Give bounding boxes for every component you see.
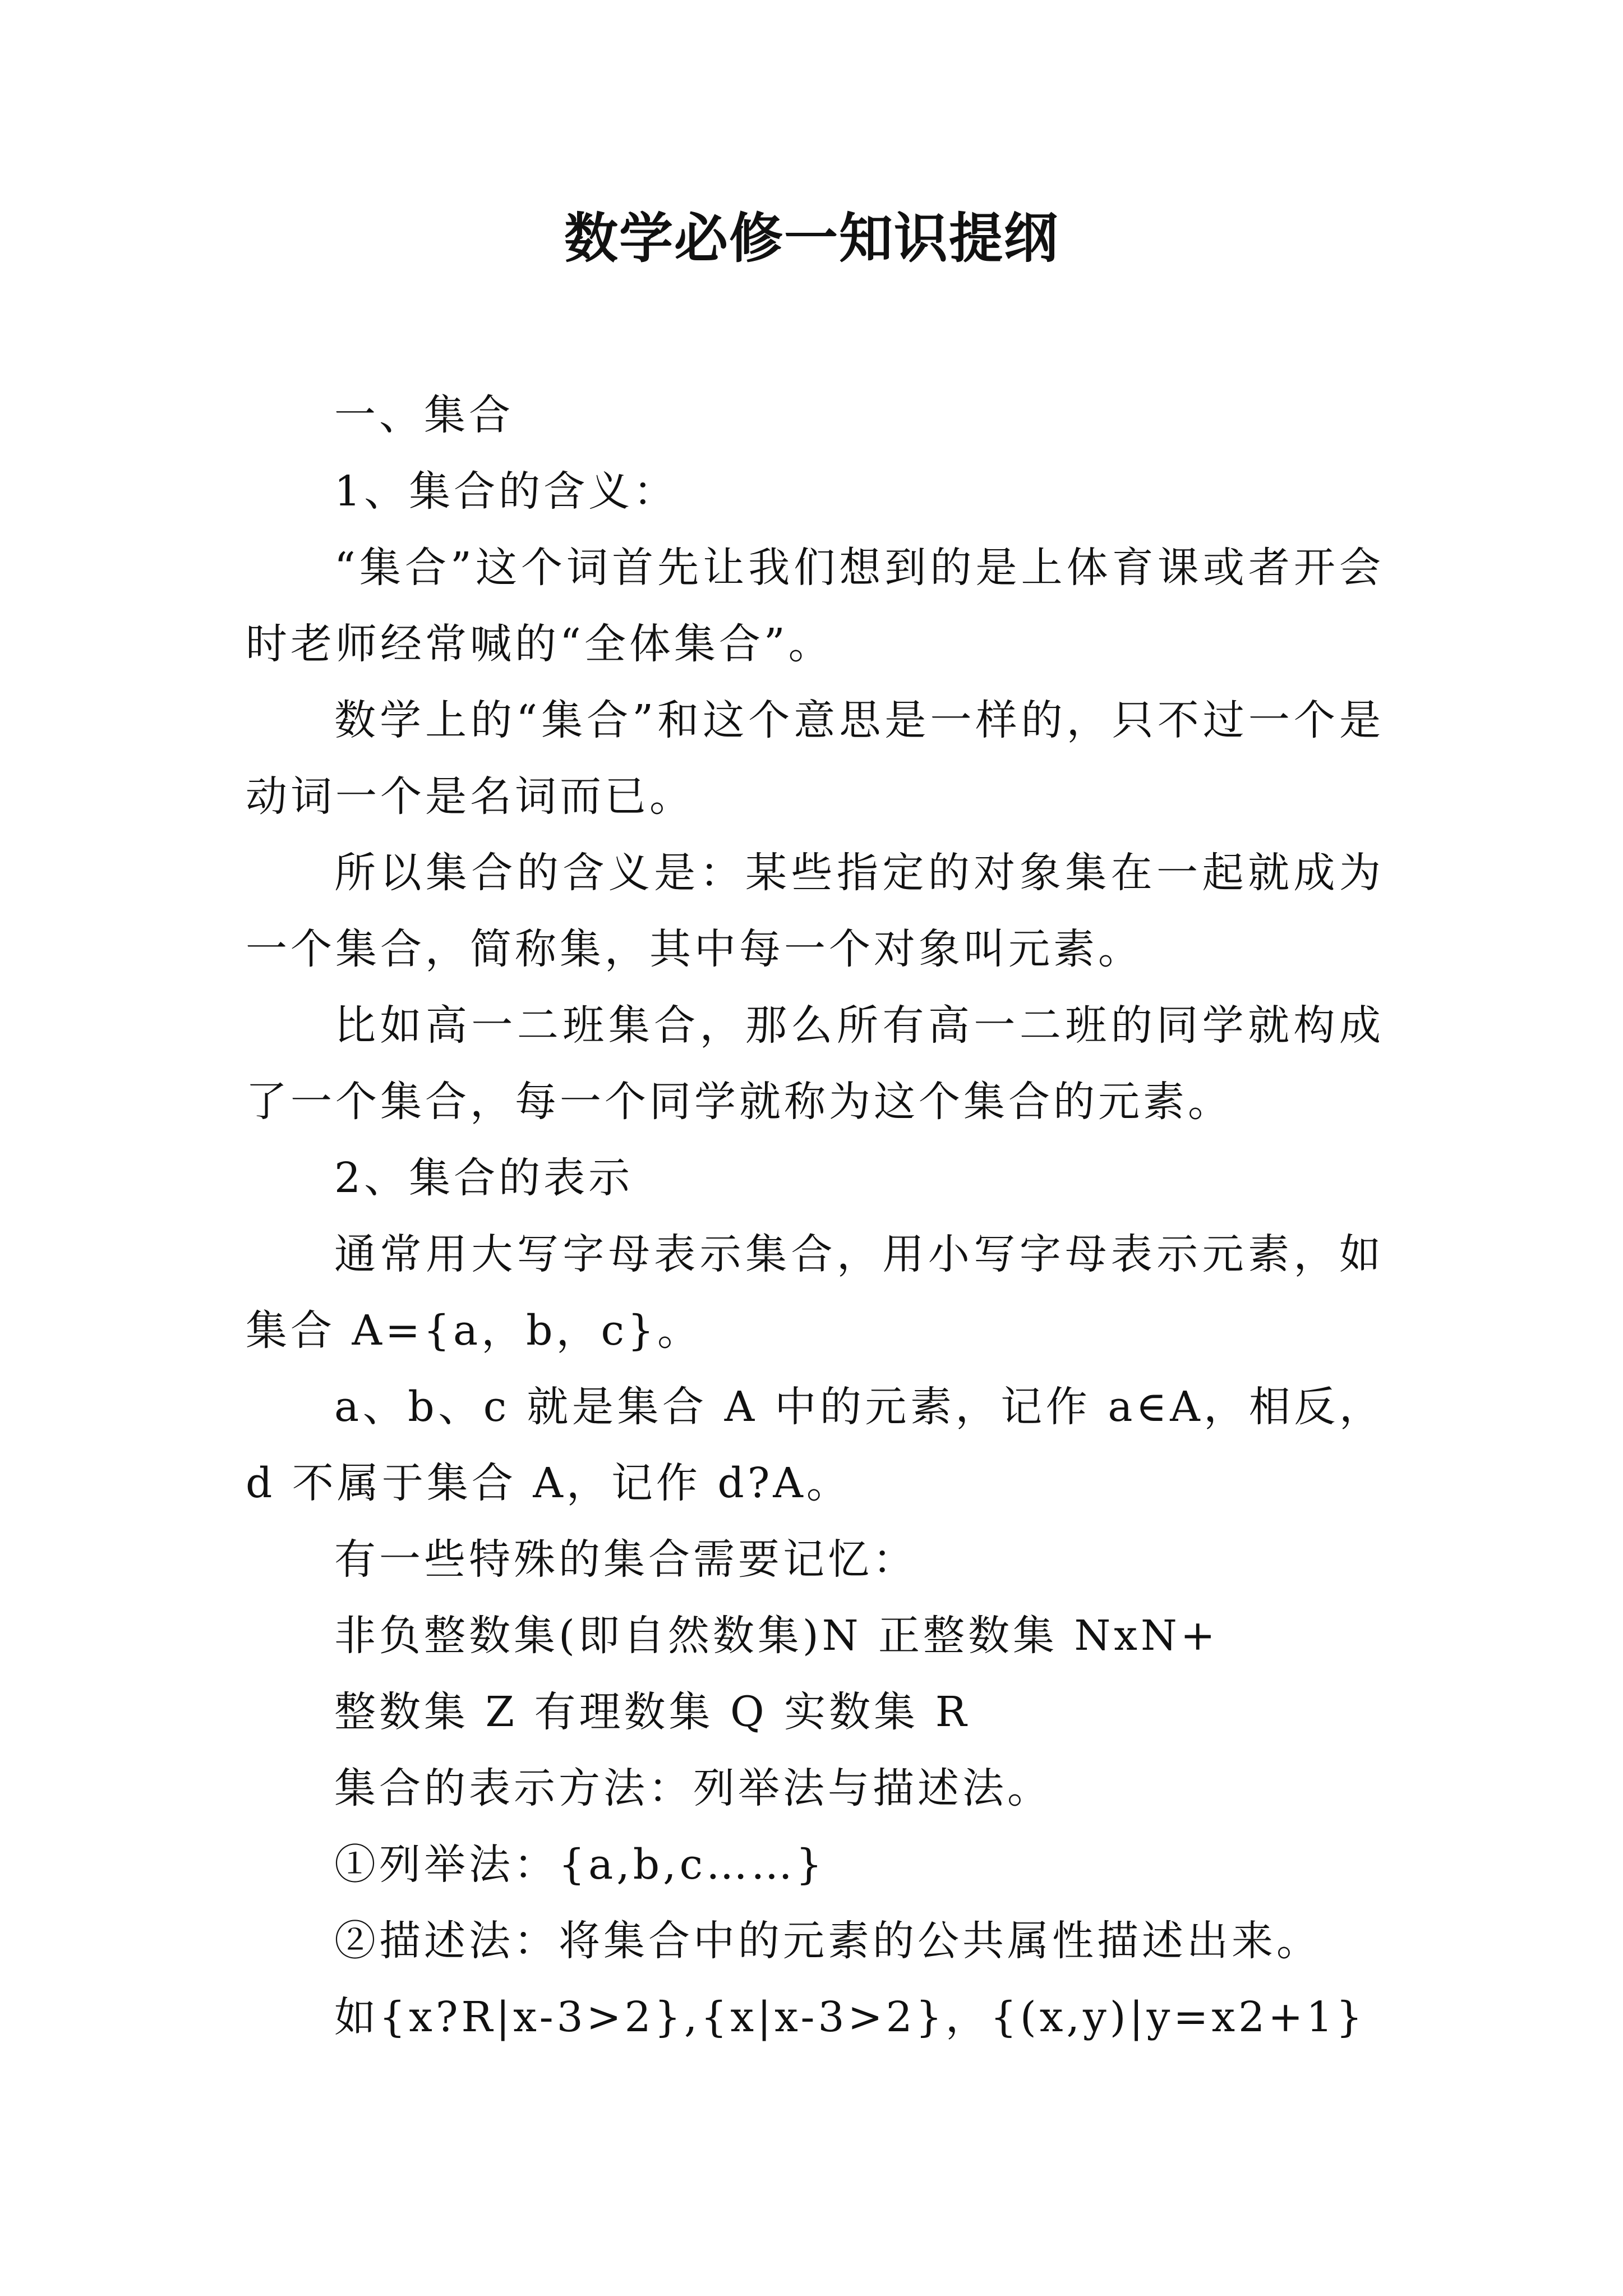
paragraph: 集合的表示方法：列举法与描述法。 [334,1764,1052,1812]
paragraph: 所以集合的含义是：某些指定的对象集在一起就成为一个集合，简称集，其中每一个对象叫元素。 [246,849,1384,973]
section-heading-sets: 一、集合 [334,391,514,439]
paragraph: 有一些特殊的集合需要记忆： [334,1535,917,1584]
subheading-meaning: 1、集合的含义： [334,467,679,516]
document-title: 数学必修一知识提纲 [564,207,1059,270]
paragraph: “集合”这个词首先让我们想到的是上体育课或者开会时老师经常喊的“全体集合”。 [246,544,1384,668]
document-body [246,377,1384,2055]
paragraph: a、b、c 就是集合 A 中的元素，记作 a∈A，相反，d 不属于集合 A，记作 d?A。 [246,1383,1384,1507]
paragraph: ①列举法：{a,b,c……} [334,1841,826,1889]
paragraph: ②描述法：将集合中的元素的公共属性描述出来。 [334,1917,1321,1965]
paragraph: 如{x?R|x-3>2},{x|x-3>2}，{(x,y)|y=x2+1} [334,1993,1366,2041]
paragraph: 非负整数集(即自然数集)N 正整数集 NxN+ [334,1612,1219,1660]
paragraph: 数学上的“集合”和这个意思是一样的，只不过一个是动词一个是名词而已。 [246,696,1384,821]
paragraph: 整数集 Z 有理数集 Q 实数集 R [334,1688,970,1736]
subheading-representation: 2、集合的表示 [334,1154,634,1202]
paragraph: 比如高一二班集合，那么所有高一二班的同学就构成了一个集合，每一个同学就称为这个集合的元素。 [246,1001,1384,1126]
paragraph: 通常用大写字母表示集合，用小写字母表示元素，如集合 A={a，b，c}。 [246,1230,1384,1355]
